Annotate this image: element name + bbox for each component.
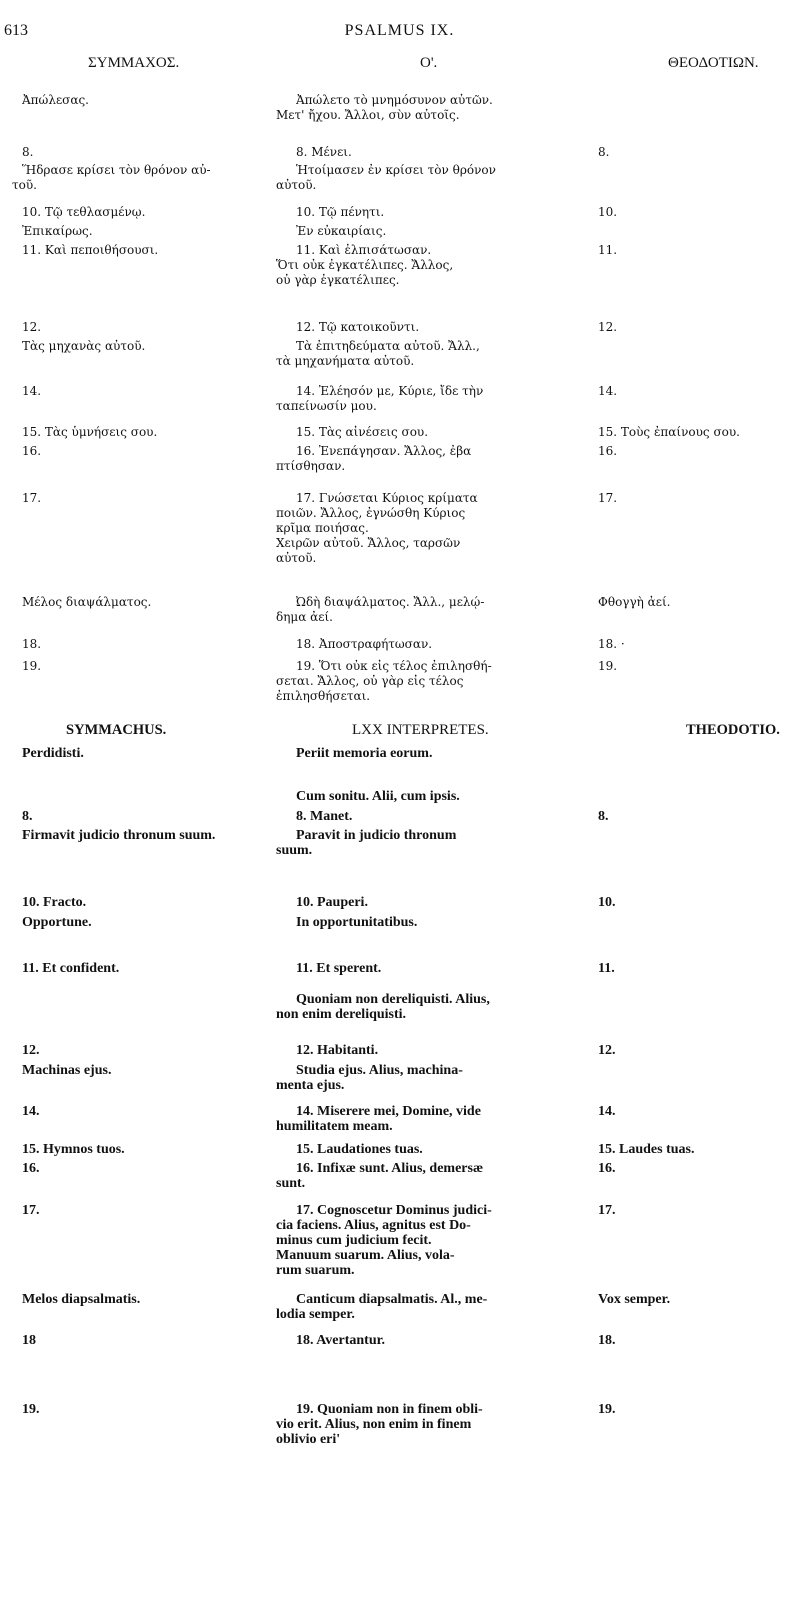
greek-lxx-entry <box>286 425 566 440</box>
text-line: 14. <box>598 1104 616 1119</box>
text-line: Ὅτι οὐκ ἐγκατέλιπες. Ἄλλος, <box>276 258 454 272</box>
greek-symmachus-entry <box>22 224 284 239</box>
text-line: Periit memoria eorum. <box>296 746 433 761</box>
text-line: 12. <box>22 320 42 334</box>
latin-lxx-entry <box>286 1142 566 1157</box>
latin-symmachus-entry <box>22 895 284 910</box>
text-line: 15. Τοὺς ἐπαίνους σου. <box>598 425 740 439</box>
greek-theodotion-entry <box>598 595 793 610</box>
text-line: ἐπιλησθήσεται. <box>276 689 371 703</box>
latin-theodotion-entry <box>598 1402 793 1417</box>
text-line: Cum sonitu. Alii, cum ipsis. <box>296 789 460 804</box>
greek-symmachus-entry <box>22 425 284 440</box>
text-line: 17. Cognoscetur Dominus judici- <box>296 1203 492 1218</box>
latin-symmachus-entry <box>22 809 284 824</box>
text-line: 15. Τὰς αἰνέσεις σου. <box>296 425 429 439</box>
text-line: 18. Avertantur. <box>296 1333 386 1348</box>
text-line: 8. <box>22 809 33 824</box>
text-line: Ἀπώλεσας. <box>22 93 89 107</box>
greek-symmachus-entry <box>22 93 284 108</box>
greek-lxx-entry <box>276 243 566 288</box>
text-line: 8. <box>598 809 609 824</box>
text-line: Μέλος διαψάλματος. <box>22 595 152 609</box>
text-line: 17. <box>598 1203 616 1218</box>
latin-theodotion-entry <box>598 1292 793 1307</box>
text-line: 19. Quoniam non in finem obli- <box>296 1402 483 1417</box>
text-line: 11. Καὶ ἐλπισάτωσαν. <box>296 243 432 257</box>
latin-symmachus-entry <box>22 1203 284 1218</box>
text-line: suum. <box>276 843 313 858</box>
text-line: 11. Et confident. <box>22 961 120 976</box>
greek-symmachus-entry <box>22 320 284 335</box>
latin-theodotion-entry <box>598 1104 793 1119</box>
latin-lxx-entry <box>286 1333 566 1348</box>
latin-header-symmachus: SYMMACHUS. <box>66 722 167 738</box>
text-line: Ἥδρασε κρίσει τὸν θρόνον αὐ- <box>22 163 211 177</box>
text-line: Canticum diapsalmatis. Al., me- <box>296 1292 488 1307</box>
latin-theodotion-entry <box>598 1203 793 1218</box>
text-line: oblivio eri' <box>276 1432 341 1447</box>
text-line: 17. <box>22 491 42 505</box>
text-line: 12. Habitanti. <box>296 1043 379 1058</box>
text-line: menta ejus. <box>276 1078 345 1093</box>
greek-theodotion-entry <box>598 491 793 506</box>
greek-header-theodotion: ΘΕΟΔΟΤΙΩΝ. <box>668 55 759 71</box>
text-line: Manuum suarum. Alius, vola- <box>276 1248 455 1263</box>
text-line: Τὰ ἐπιτηδεύματα αὐτοῦ. Ἄλλ., <box>296 339 480 353</box>
text-line: Τὰς μηχανὰς αὐτοῦ. <box>22 339 146 353</box>
latin-lxx-entry <box>286 915 566 930</box>
text-line: Χειρῶν αὐτοῦ. Ἄλλος, ταρσῶν <box>276 536 461 550</box>
greek-symmachus-entry <box>22 595 284 610</box>
latin-lxx-entry <box>276 1292 566 1322</box>
text-line: 19. <box>22 659 42 673</box>
text-line: Φθογγὴ ἀεί. <box>598 595 671 609</box>
latin-symmachus-entry <box>22 1104 284 1119</box>
text-line: sunt. <box>276 1176 306 1191</box>
greek-lxx-entry <box>276 93 566 123</box>
text-line: 14. Ἐλέησόν με, Κύριε, ἴδε τὴν <box>296 384 484 398</box>
text-line: 10. Pauperi. <box>296 895 368 910</box>
greek-lxx-entry <box>286 320 566 335</box>
latin-theodotion-entry <box>598 1161 793 1176</box>
text-line: 16. Ἐνεπάγησαν. Ἄλλος, ἐβα <box>296 444 472 458</box>
latin-lxx-entry <box>276 1063 566 1093</box>
text-line: 16. <box>22 444 42 458</box>
text-line: ποιῶν. Ἄλλος, ἐγνώσθη Κύριος <box>276 506 466 520</box>
text-line: τὰ μηχανήματα αὐτοῦ. <box>276 354 415 368</box>
text-line: 17. Γνώσεται Κύριος κρίματα <box>296 491 478 505</box>
text-line: ταπείνωσίν μου. <box>276 399 377 413</box>
text-line: 16. Infixæ sunt. Alius, demersæ <box>296 1161 484 1176</box>
latin-lxx-entry <box>276 1161 566 1191</box>
text-line: 10. <box>598 205 618 219</box>
latin-lxx-entry <box>286 961 566 976</box>
latin-lxx-entry <box>286 746 566 761</box>
latin-lxx-entry <box>276 828 566 858</box>
text-line: 17. <box>22 1203 40 1218</box>
text-line: 19. <box>598 659 618 673</box>
greek-lxx-entry <box>276 491 566 566</box>
text-line: 8. <box>598 145 610 159</box>
latin-symmachus-entry <box>22 746 284 761</box>
text-line: minus cum judicium fecit. <box>276 1233 432 1248</box>
latin-lxx-entry <box>286 1043 566 1058</box>
greek-theodotion-entry <box>598 637 793 652</box>
text-line: 18. Ἀποστραφήτωσαν. <box>296 637 433 651</box>
latin-symmachus-entry <box>22 1142 284 1157</box>
latin-theodotion-entry <box>598 1333 793 1348</box>
latin-lxx-entry <box>276 992 566 1022</box>
text-line: Firmavit judicio thronum suum. <box>22 828 216 843</box>
greek-symmachus-entry <box>22 243 284 258</box>
text-line: humilitatem meam. <box>276 1119 393 1134</box>
greek-theodotion-entry <box>598 659 793 674</box>
text-line: 12. Τῷ κατοικοῦντι. <box>296 320 420 334</box>
text-line: 16. <box>598 444 618 458</box>
text-line: κρῖμα ποιήσας. <box>276 521 369 535</box>
text-line: 14. <box>598 384 618 398</box>
text-line: 8. Μένει. <box>296 145 352 159</box>
latin-symmachus-entry <box>22 961 284 976</box>
text-line: Perdidisti. <box>22 746 84 761</box>
text-line: 10. Τῷ τεθλασμένῳ. <box>22 205 146 219</box>
greek-theodotion-entry <box>598 425 793 440</box>
greek-lxx-entry <box>286 637 566 652</box>
text-line: 10. Τῷ πένητι. <box>296 205 385 219</box>
greek-symmachus-entry <box>22 384 284 399</box>
latin-lxx-entry <box>276 1104 566 1134</box>
text-line: αὐτοῦ. <box>276 551 317 565</box>
greek-lxx-entry <box>286 205 566 220</box>
text-line: 8. Manet. <box>296 809 353 824</box>
latin-symmachus-entry <box>22 828 284 843</box>
text-line: 14. <box>22 1104 40 1119</box>
greek-theodotion-entry <box>598 320 793 335</box>
latin-header-theodotion: THEODOTIO. <box>686 722 780 738</box>
text-line: 15. Τὰς ὑμνήσεις σου. <box>22 425 158 439</box>
text-line: 19. <box>598 1402 616 1417</box>
greek-lxx-entry <box>286 224 566 239</box>
text-line: αὐτοῦ. <box>276 178 317 192</box>
latin-symmachus-entry <box>22 1402 284 1417</box>
greek-lxx-entry <box>276 444 566 474</box>
latin-symmachus-entry <box>22 1161 284 1176</box>
text-line: 16. <box>22 1161 40 1176</box>
text-line: lodia semper. <box>276 1307 355 1322</box>
greek-theodotion-entry <box>598 384 793 399</box>
greek-lxx-entry <box>286 145 566 160</box>
text-line: Studia ejus. Alius, machina- <box>296 1063 463 1078</box>
page-number: 613 <box>4 22 28 39</box>
greek-symmachus-entry <box>22 205 284 220</box>
text-line: 8. <box>22 145 34 159</box>
text-line: 18. <box>22 637 42 651</box>
text-line: σεται. Ἄλλος, οὐ γὰρ εἰς τέλος <box>276 674 464 688</box>
latin-lxx-entry <box>276 1402 566 1447</box>
latin-theodotion-entry <box>598 1043 793 1058</box>
greek-lxx-entry <box>276 659 566 704</box>
greek-theodotion-entry <box>598 205 793 220</box>
text-line: πτίσθησαν. <box>276 459 346 473</box>
latin-theodotion-entry <box>598 895 793 910</box>
text-line: 15. Laudationes tuas. <box>296 1142 423 1157</box>
text-line: 18. <box>598 1333 616 1348</box>
text-line: vio erit. Alius, non enim in finem <box>276 1417 472 1432</box>
text-line: τοῦ. <box>12 178 37 192</box>
text-line: Paravit in judicio thronum <box>296 828 457 843</box>
text-line: 15. Laudes tuas. <box>598 1142 695 1157</box>
greek-lxx-entry <box>276 384 566 414</box>
latin-theodotion-entry <box>598 1142 793 1157</box>
latin-lxx-entry <box>286 789 566 804</box>
latin-lxx-entry <box>276 1203 566 1278</box>
greek-theodotion-entry <box>598 145 793 160</box>
text-line: 12. <box>22 1043 40 1058</box>
latin-lxx-entry <box>286 809 566 824</box>
text-line: Ἐν εὐκαιρίαις. <box>296 224 387 238</box>
latin-header-lxx: LXX INTERPRETES. <box>352 722 489 738</box>
greek-lxx-entry <box>276 339 566 369</box>
text-line: Opportune. <box>22 915 92 930</box>
latin-lxx-entry <box>286 895 566 910</box>
text-line: οὐ γὰρ ἐγκατέλιπες. <box>276 273 400 287</box>
latin-symmachus-entry <box>22 1292 284 1307</box>
text-line: 12. <box>598 320 618 334</box>
running-head: PSALMUS IX. <box>344 22 455 39</box>
greek-symmachus-entry <box>22 491 284 506</box>
text-line: 11. <box>598 243 618 257</box>
text-line: Quoniam non dereliquisti. Alius, <box>296 992 490 1007</box>
greek-lxx-entry <box>276 595 566 625</box>
text-line: Melos diapsalmatis. <box>22 1292 141 1307</box>
latin-theodotion-entry <box>598 961 793 976</box>
text-line: 18. · <box>598 637 625 651</box>
text-line: 11. Καὶ πεποιθήσουσι. <box>22 243 159 257</box>
text-line: 11. Et sperent. <box>296 961 382 976</box>
text-line: δημα ἀεί. <box>276 610 333 624</box>
latin-theodotion-entry <box>598 809 793 824</box>
latin-symmachus-entry <box>22 915 284 930</box>
greek-header-lxx: Ο'. <box>420 55 438 71</box>
greek-theodotion-entry <box>598 444 793 459</box>
text-line: 19. <box>22 1402 40 1417</box>
greek-symmachus-entry <box>12 163 284 193</box>
greek-theodotion-entry <box>598 243 793 258</box>
text-line: 14. Miserere mei, Domine, vide <box>296 1104 481 1119</box>
text-line: 10. Fracto. <box>22 895 87 910</box>
greek-symmachus-entry <box>22 444 284 459</box>
latin-symmachus-entry <box>22 1063 284 1078</box>
latin-symmachus-entry <box>22 1333 284 1348</box>
text-line: 10. <box>598 895 616 910</box>
text-line: Μετ' ἤχου. Ἄλλοι, σὺν αὐτοῖς. <box>276 108 460 122</box>
text-line: 17. <box>598 491 618 505</box>
text-line: 14. <box>22 384 42 398</box>
text-line: Vox semper. <box>598 1292 671 1307</box>
text-line: Ἡτοίμασεν ἐν κρίσει τὸν θρόνον <box>296 163 496 177</box>
text-line: Ὠδὴ διαψάλματος. Ἄλλ., μελῴ- <box>296 595 485 609</box>
text-line: rum suarum. <box>276 1263 355 1278</box>
text-line: 18 <box>22 1333 36 1348</box>
text-line: 19. Ὅτι οὐκ εἰς τέλος ἐπιλησθή- <box>296 659 492 673</box>
text-line: 15. Hymnos tuos. <box>22 1142 125 1157</box>
text-line: cia faciens. Alius, agnitus est Do- <box>276 1218 471 1233</box>
text-line: In opportunitatibus. <box>296 915 418 930</box>
greek-symmachus-entry <box>22 659 284 674</box>
greek-symmachus-entry <box>22 339 284 354</box>
text-line: Machinas ejus. <box>22 1063 112 1078</box>
text-line: 12. <box>598 1043 616 1058</box>
latin-symmachus-entry <box>22 1043 284 1058</box>
text-line: 11. <box>598 961 615 976</box>
text-line: Ἐπικαίρως. <box>22 224 93 238</box>
greek-header-symmachus: ΣΥΜΜΑΧΟΣ. <box>88 55 180 71</box>
text-line: 16. <box>598 1161 616 1176</box>
text-line: non enim dereliquisti. <box>276 1007 407 1022</box>
greek-symmachus-entry <box>22 145 284 160</box>
greek-lxx-entry <box>276 163 566 193</box>
greek-symmachus-entry <box>22 637 284 652</box>
text-line: Ἀπώλετο τὸ μνημόσυνον αὐτῶν. <box>296 93 493 107</box>
